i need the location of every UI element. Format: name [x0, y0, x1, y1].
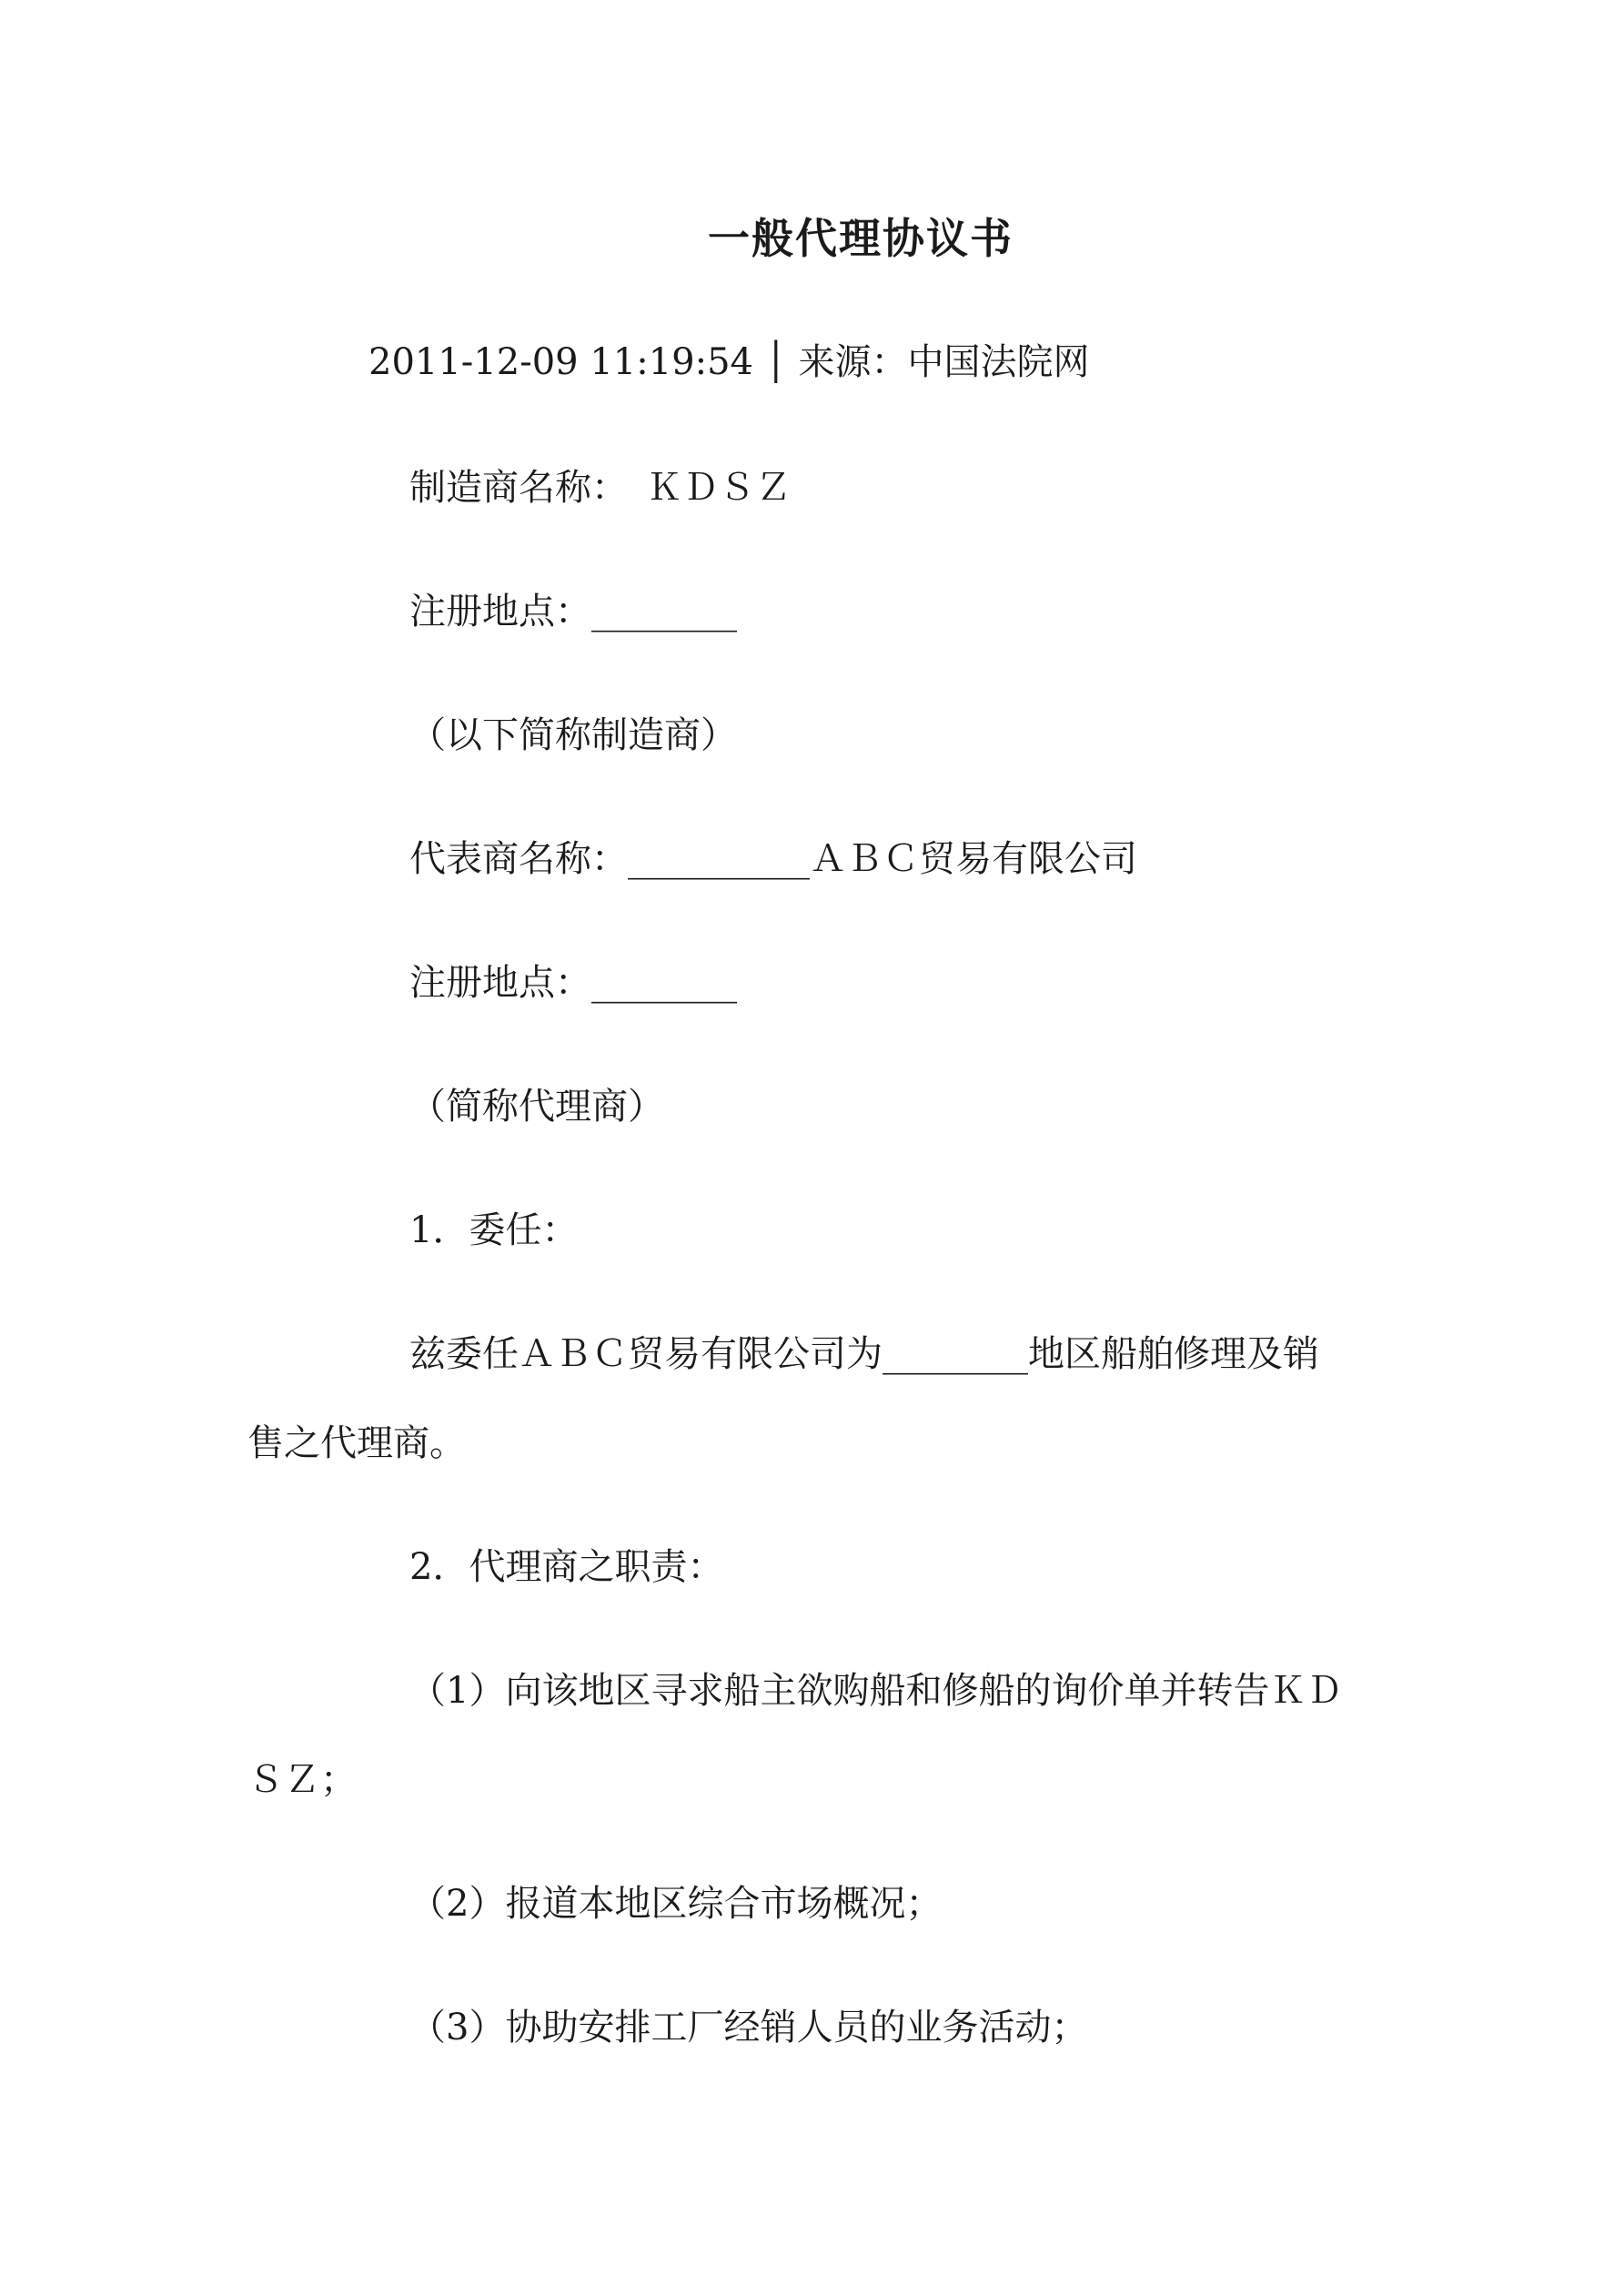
- manufacturer-abbreviation: （以下简称制造商）: [409, 714, 737, 756]
- manufacturer-address: 注册地点：________: [409, 591, 737, 632]
- agent-address: 注册地点：________: [409, 962, 737, 1004]
- duty-1-line-1: （1）向该地区寻求船主欲购船和修船的询价单并转告ＫＤ: [409, 1670, 1343, 1712]
- manufacturer-name: 制造商名称： ＫＤＳＺ: [409, 467, 792, 509]
- section-1-heading: 1．委任：: [409, 1209, 579, 1251]
- duty-1-line-2: ＳＺ；: [247, 1759, 357, 1801]
- document-title: 一般代理协议书: [708, 214, 1014, 263]
- section-1-body-line-2: 售之代理商。: [247, 1422, 466, 1464]
- agent-name: 代表商名称：__________ＡＢＣ贸易有限公司: [409, 838, 1137, 880]
- agent-abbreviation: （简称代理商）: [409, 1086, 664, 1128]
- duty-3: （3）协助安排工厂经销人员的业务活动；: [409, 2007, 1088, 2048]
- section-2-heading: 2．代理商之职责：: [409, 1546, 724, 1588]
- duty-2: （2）报道本地区综合市场概况；: [409, 1883, 943, 1925]
- meta-line: 2011-12-09 11:19:54 │ 来源：中国法院网: [368, 341, 1090, 383]
- section-1-body-line-1: 兹委任ＡＢＣ贸易有限公司为________地区船舶修理及销: [409, 1333, 1319, 1375]
